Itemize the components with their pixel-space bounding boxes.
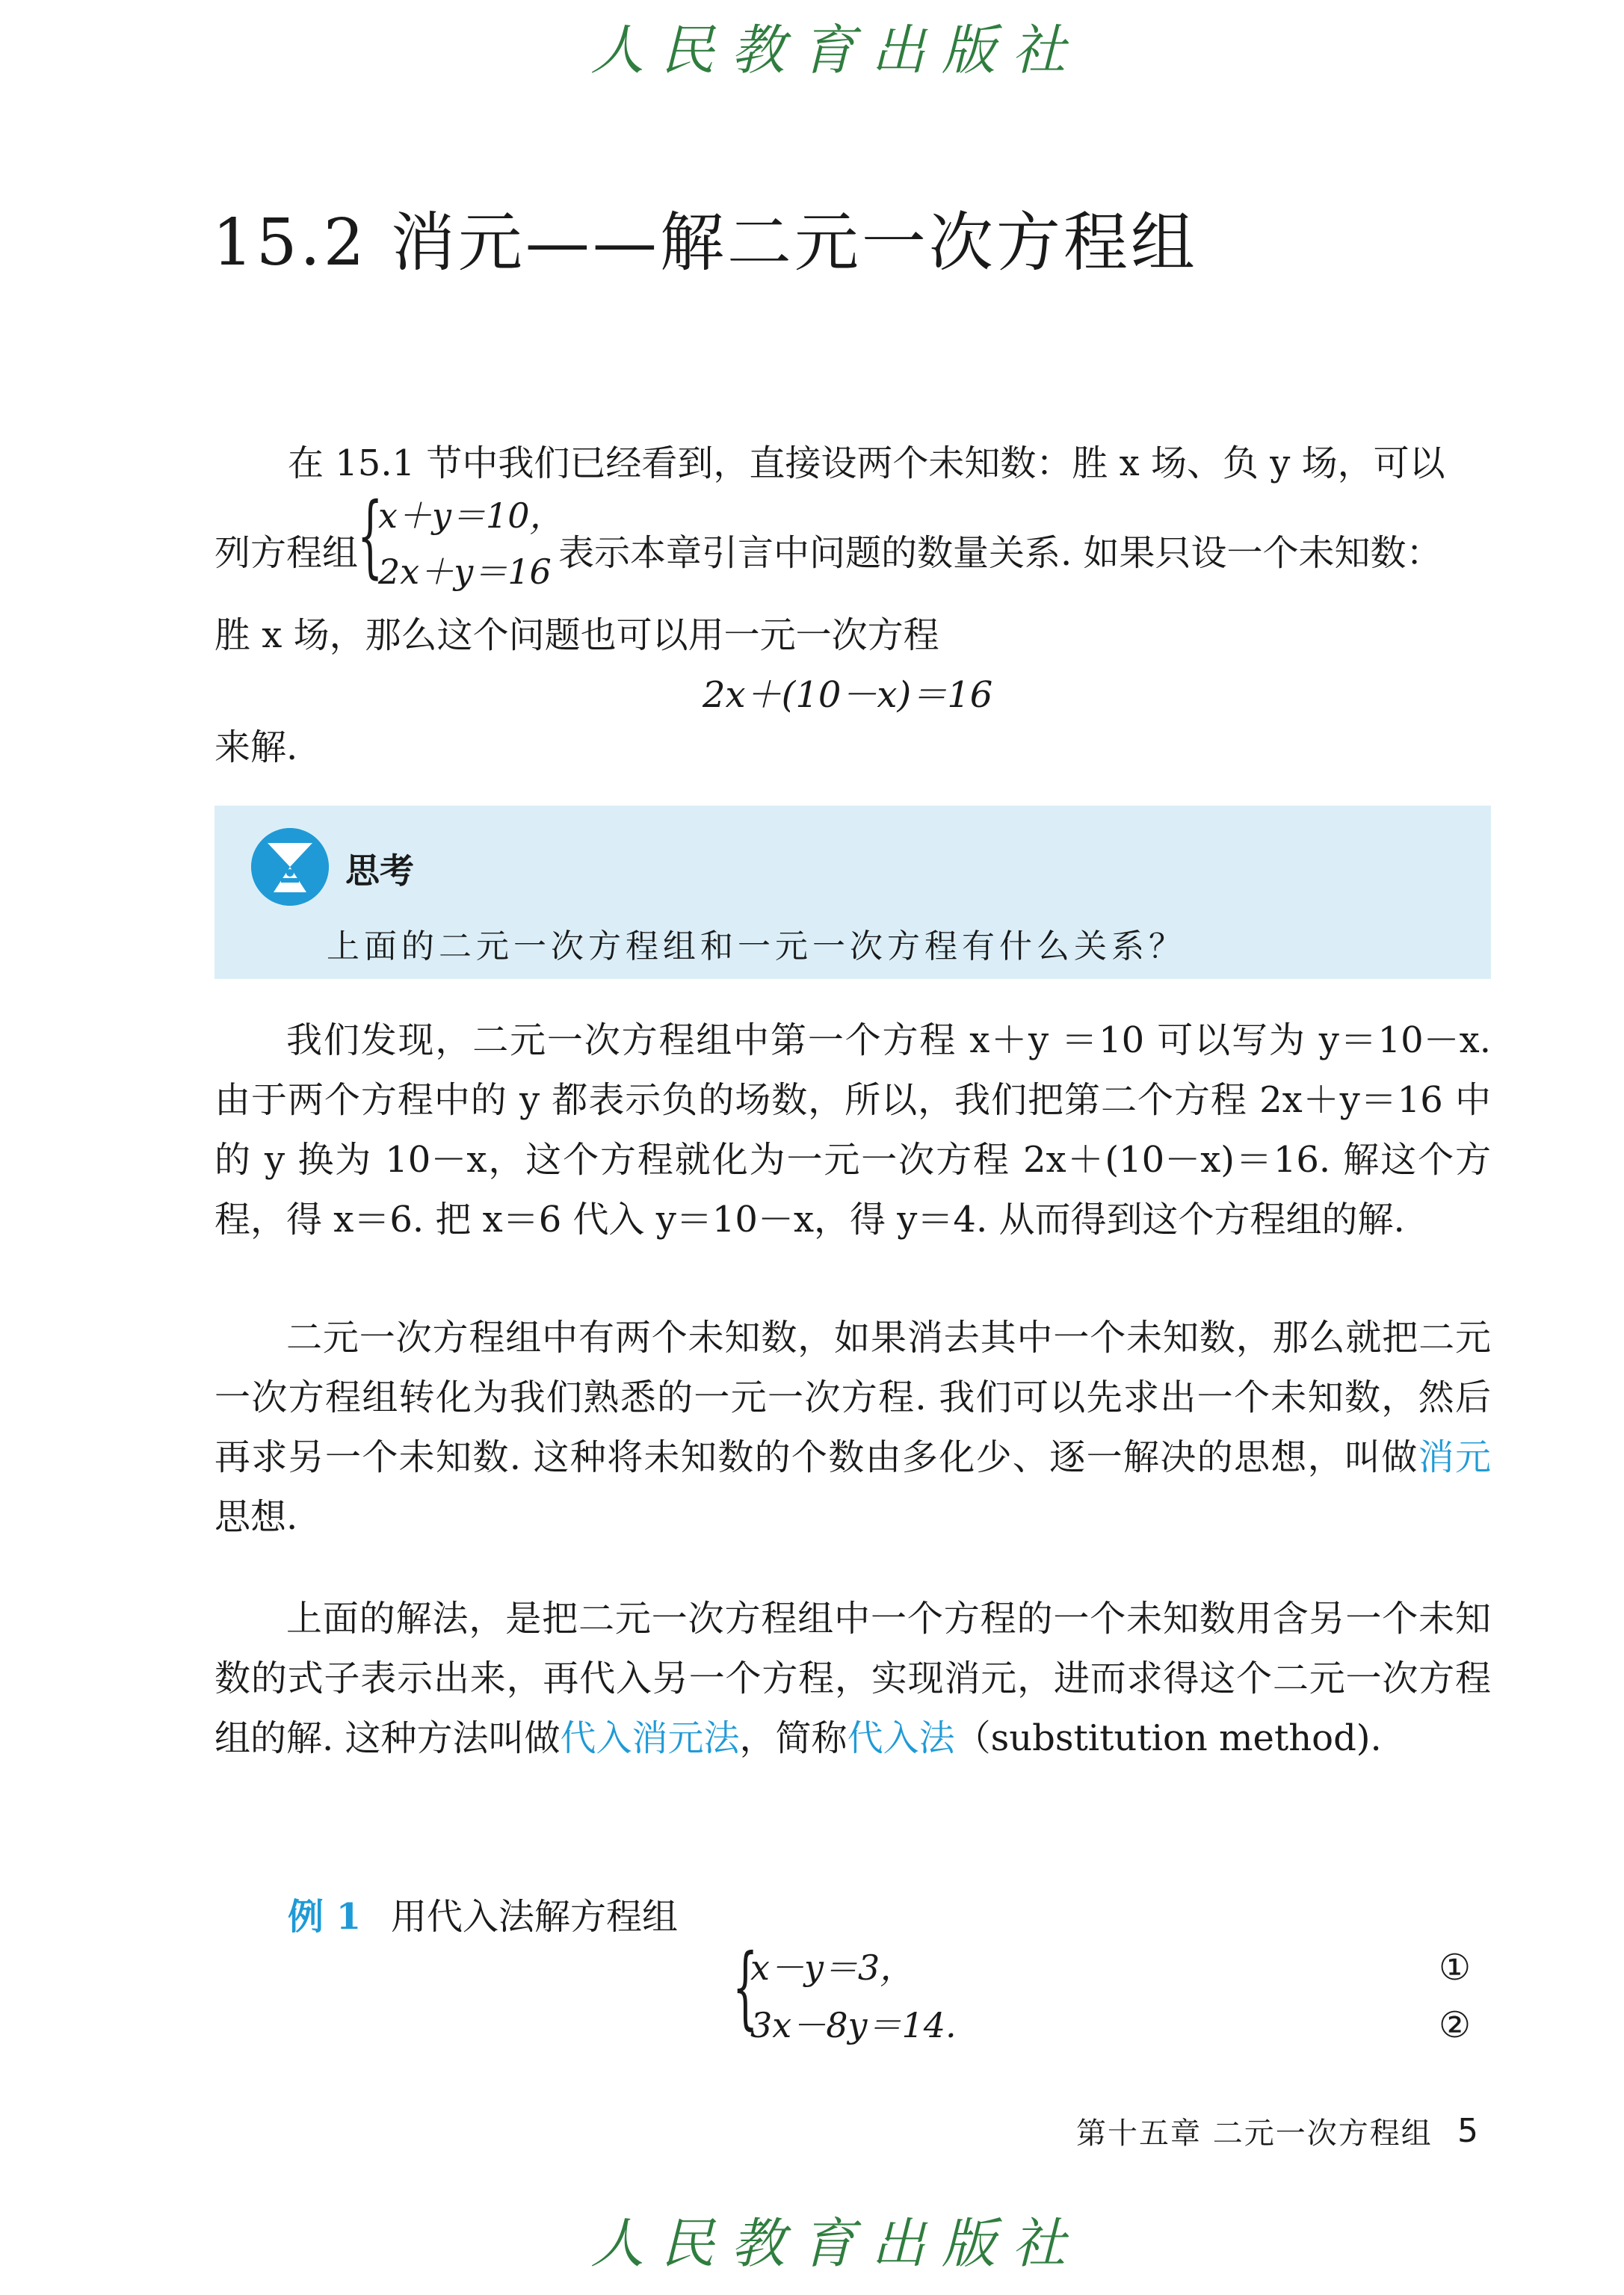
intro-line-4: 来解.: [214, 726, 298, 768]
paragraph-substitution-method: [214, 1589, 1491, 1768]
example-equation-2: 3x－8y＝14.: [750, 2005, 957, 2045]
example-equation-1: x－y＝3，: [750, 1947, 915, 1988]
term-substitution-elimination: 代入消元法: [560, 1717, 740, 1759]
para3-text-after: （substitution method).: [954, 1717, 1382, 1759]
intro-line-1: 在 15.1 节中我们已经看到，直接设两个未知数：胜 x 场、负 y 场，可以: [288, 442, 1445, 484]
example-text: 用代入法解方程组: [391, 1896, 679, 1938]
think-heading: 思考: [345, 850, 414, 891]
think-question: 上面的二元一次方程组和一元一次方程有什么关系？: [327, 927, 1186, 966]
intro-line-2-prefix: 列方程组: [214, 532, 359, 574]
paragraph-elimination-idea: [214, 1308, 1491, 1547]
para3-text-before: 上面的解法，是把二元一次方程组中一个方程的一个未知数用含另一个未知数的式子表示出来，再代入另一个方程，实现消元，进而求得这个二元一次方程组的解. 这种方法叫做: [214, 1598, 1491, 1759]
equation-number-1: ①: [1439, 1947, 1472, 1989]
section-title: 15.2 消元——解二元一次方程组: [212, 206, 1198, 280]
intro-line-3: 胜 x 场，那么这个问题也可以用一元一次方程: [214, 614, 939, 656]
system-brace: {: [357, 484, 383, 588]
para3-text-middle: ，简称: [739, 1717, 847, 1759]
intro-equation: 2x＋(10－x)＝16: [703, 674, 993, 716]
thinking-icon: [251, 828, 329, 906]
para2-text-after: 思想.: [214, 1496, 298, 1538]
equation-number-2: ②: [1439, 2004, 1472, 2046]
paragraph-substitution-explanation: 我们发现，二元一次方程组中第一个方程 x＋y ＝10 可以写为 y＝10－x. 由于两个方程中的 y 都表示负的场数，所以，我们把第二个方程 2x＋y＝16 中的 y 换为 10－x，这个方程就化为一元一次方程 2x＋(10－x)＝16. 解这个方程，得 x＝6. 把 x＝6 代入 y＝10－x，得 y＝4. 从而得到这个方程组的解.: [214, 1019, 1491, 1241]
example-label: 例 1: [288, 1896, 362, 1938]
term-elimination: 消元: [1418, 1436, 1491, 1478]
example-system-brace: {: [732, 1936, 759, 2039]
publisher-logo-bottom: 人民教育出版社: [590, 2212, 1083, 2275]
term-substitution: 代入法: [847, 1717, 955, 1759]
publisher-logo-top: 人民教育出版社: [590, 19, 1083, 81]
system-equation-1: x＋y＝10，: [378, 495, 564, 536]
footer-chapter-title: 第十五章 二元一次方程组: [1076, 2116, 1433, 2151]
system-equation-2: 2x＋y＝16: [378, 552, 552, 592]
para2-text-before: 二元一次方程组中有两个未知数，如果消去其中一个未知数，那么就把二元一次方程组转化为我们熟悉的一元一次方程. 我们可以先求出一个未知数，然后再求另一个未知数. 这种将未知数的个数由多化少、逐一解决的思想，叫做: [214, 1317, 1491, 1478]
page-number: 5: [1457, 2112, 1478, 2150]
intro-line-2-suffix: 表示本章引言中问题的数量关系. 如果只设一个未知数：: [558, 532, 1442, 574]
